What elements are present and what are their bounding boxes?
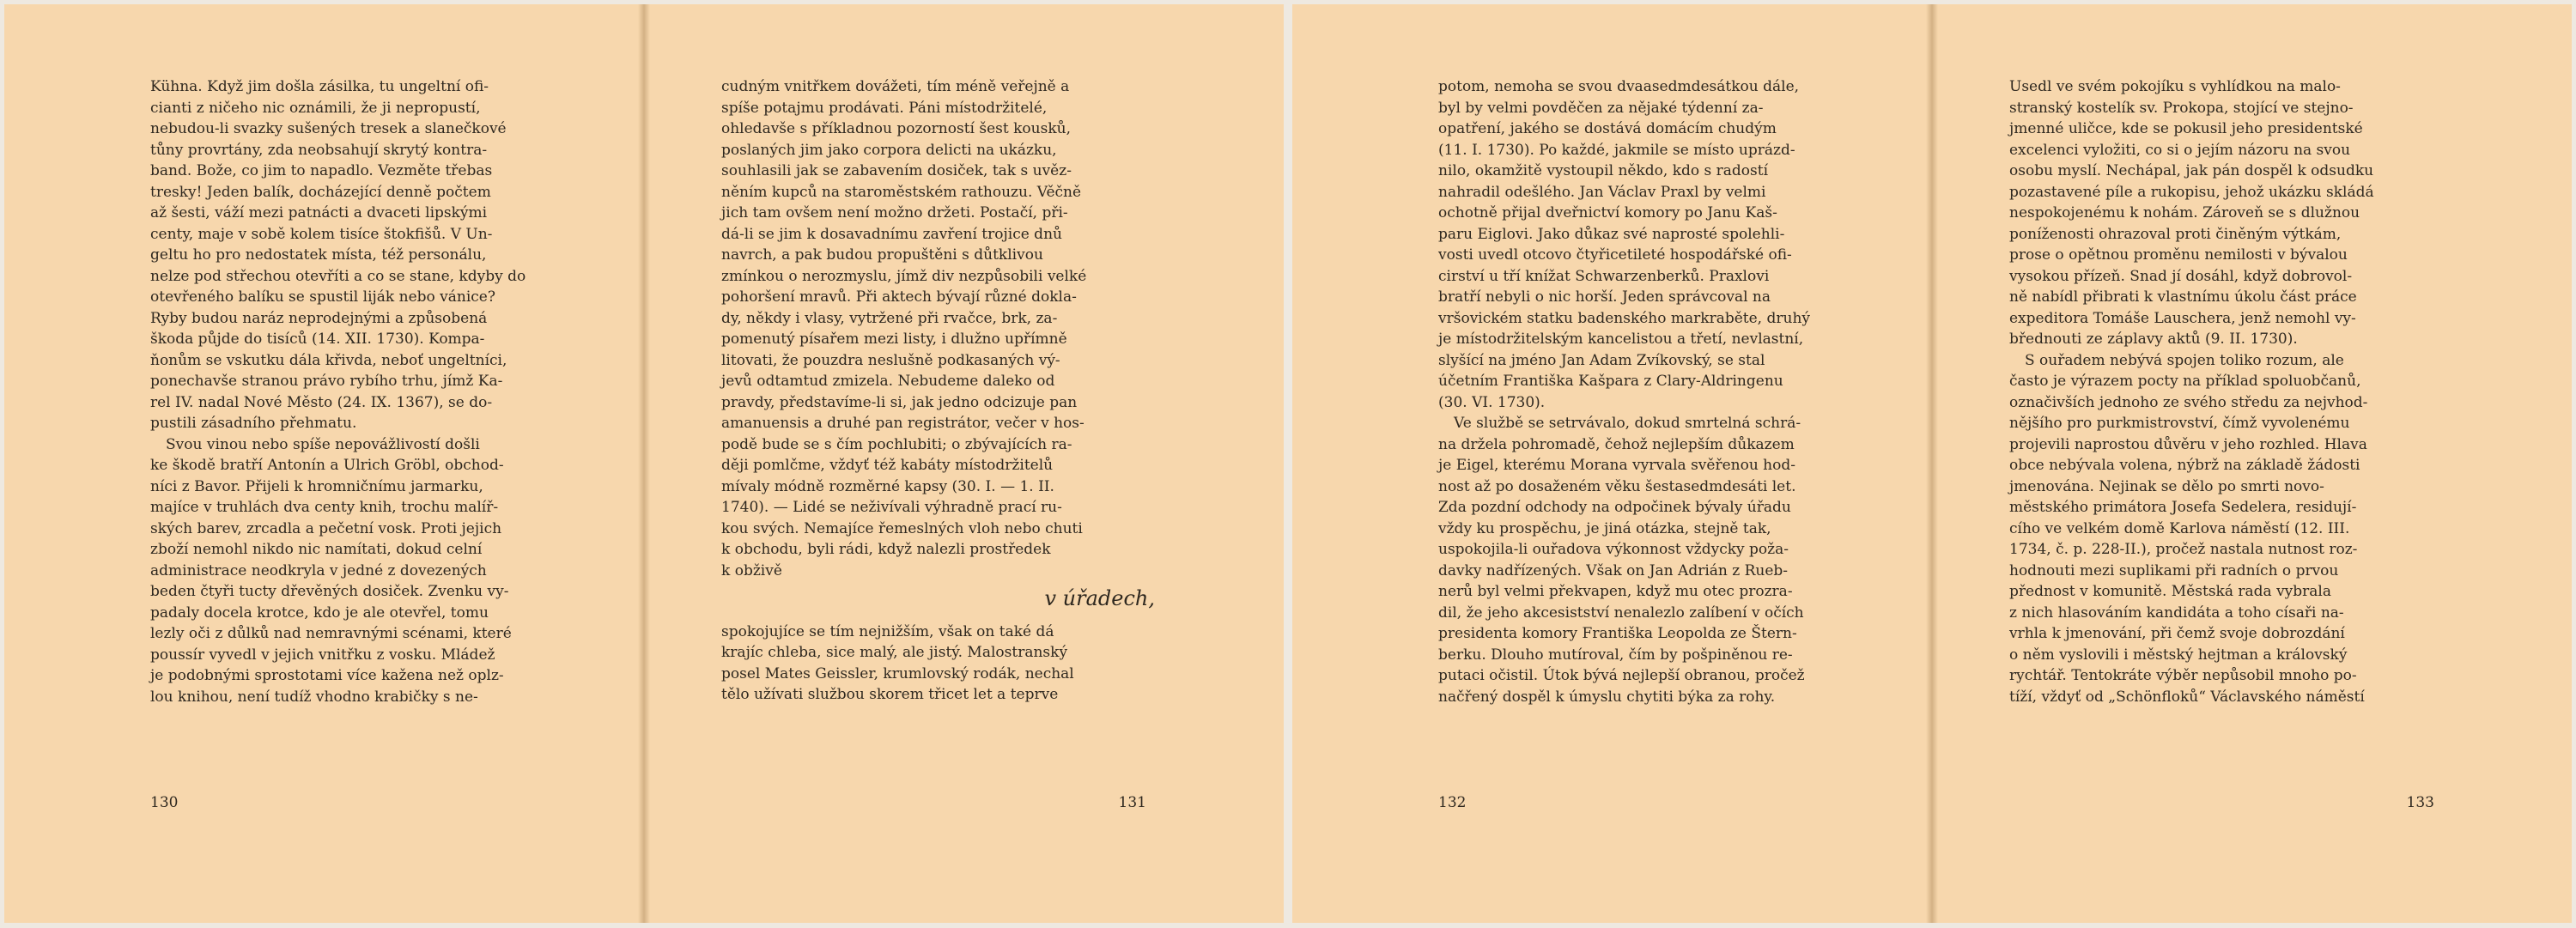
page-number: 132 [1438, 794, 1467, 811]
text-line: tůny provrtány, zda neobsahují skrytý kontra- [150, 141, 488, 159]
text-line: poníženosti ohrazoval proti činěným výtkám, [2009, 225, 2342, 243]
text-line: presidenta komory Františka Leopolda ze Štern- [1438, 625, 1797, 642]
text-line: pohoršení mravů. Při aktech bývají různé dokla- [721, 288, 1077, 306]
text-line: kou svých. Nemajíce řemeslných vloh nebo chuti [721, 519, 1083, 537]
section-heading: v úřadech, [1044, 586, 1155, 610]
text-line: vždy ku prospěchu, je jiná otázka, stejně tak, [1438, 519, 1771, 537]
text-line: tresky! Jeden balík, docházející denně počtem [150, 183, 491, 201]
text-line: nost až po dosaženém věku šestasedmdesáti let. [1438, 477, 1796, 495]
text-line: (30. VI. 1730). [1438, 393, 1546, 411]
text-line: dil, že jeho akcesistství nenalezlo zalíbení v očích [1438, 604, 1804, 622]
text-line: cianti z ničeho nic oznámili, že ji nepropustí, [150, 99, 481, 117]
text-line: spíše potajmu prodávati. Páni místodržitelé, [721, 99, 1048, 117]
text-line: ských barev, zrcadla a pečetní vosk. Proti jejich [150, 519, 502, 537]
text-line: škoda půjde do tisíců (14. XII. 1730). Kompa- [150, 331, 485, 348]
text-line: nahradil odešlého. Jan Václav Praxl by velmi [1438, 183, 1766, 201]
text-line: účetním Františka Kašpara z Clary-Aldringenu [1438, 373, 1783, 390]
text-line: něním kupců na staroměstském rathouzu. Věčně [721, 183, 1082, 201]
text-line: podě bude se s čím pochlubiti; o zbývajících ra- [721, 435, 1072, 453]
text-line: potom, nemoha se svou dvaasedmdesátkou dále, [1438, 78, 1800, 95]
text-line: administrace neodkryla v jedné z dovezených [150, 561, 487, 579]
right-spread [1292, 4, 2572, 923]
text-line: excelenci vyložiti, co si o jejím názoru na svou [2009, 141, 2351, 159]
text-line: nespokojenému k nohám. Zároveň se s dlužnou [2009, 204, 2360, 221]
text-line: cirství u tří knížat Schwarzenberků. Praxlovi [1438, 267, 1770, 285]
text-line: beden čtyři tucty dřevěných dosiček. Zvenku vy- [150, 583, 509, 600]
text-line: vršovickém statku badenského markraběte, druhý [1438, 309, 1810, 327]
text-line: ně nabídl přibrati k vlastnímu úkolu část práce [2009, 288, 2357, 306]
text-line: ochotně přijal dveřnictví komory po Janu Kaš- [1438, 204, 1777, 221]
text-line: mívaly módně rozměrné kapsy (30. I. — 1. II. [721, 477, 1054, 495]
text-line: je Eigel, kterému Morana vyrvala svěřenou hod- [1438, 457, 1795, 474]
text-line: (11. I. 1730). Po každé, jakmile se místo uprázd- [1438, 141, 1795, 159]
text-line: Zda pozdní odchody na odpočinek bývaly úřadu [1438, 499, 1791, 516]
text-line: zmínkou o nerozmyslu, jímž div nezpůsobili velké [721, 267, 1087, 285]
text-line: poussír vyvedl v jejich vnitřku z vosku. Mládež [150, 646, 495, 664]
text-line: Usedl ve svém pokojíku s vyhlídkou na malo- [2009, 78, 2341, 95]
text-line: stranský kostelík sv. Prokopa, stojící ve stejno- [2009, 99, 2354, 117]
text-line: nerů byl velmi překvapen, když mu otec prozra- [1438, 583, 1793, 600]
text-line: vysokou přízeň. Snad jí dosáhl, když dobrovol- [2009, 267, 2353, 285]
text-line: litovati, že pouzdra neslušně podkasaných vý- [721, 351, 1060, 369]
text-line: berku. Dlouho mutíroval, čím by pošpiněnou re- [1438, 646, 1793, 664]
text-line: na držela pohromadě, čehož nejlepším důkazem [1438, 435, 1795, 453]
page-130 [4, 4, 644, 923]
text-line: davky nadřízených. Však on Jan Adrián z Rueb- [1438, 561, 1789, 579]
text-line: je podobnými sprostotami více kažena než oplz- [150, 667, 504, 684]
text-line: městského primátora Josefa Sedelera, residují- [2009, 499, 2357, 516]
text-line: k obživě [721, 561, 782, 579]
text-line: Ryby budou naráz neprodejnými a způsobená [150, 309, 488, 327]
text-line: prose o opětnou proměnu nemilosti v bývalou [2009, 246, 2348, 264]
text-line: zboží nemohl nikdo nic namítati, dokud celní [150, 541, 483, 558]
text-line: až šesti, váží mezi patnácti a dvaceti lipskými [150, 204, 488, 221]
page-number: 133 [2406, 794, 2434, 811]
text-line: krajíc chleba, sice malý, ale jistý. Malostranský [721, 644, 1068, 661]
text-line: jich tam ovšem není možno držeti. Postačí, při- [721, 204, 1068, 221]
text-line: centy, maje v sobě kolem tisíce štokfišů. V Un- [150, 225, 493, 243]
page-131 [644, 4, 1284, 923]
text-line: pomenutý písařem mezi listy, i dlužno upřímně [721, 331, 1067, 348]
text-line: opatření, jakého se dostává domácím chudým [1438, 120, 1777, 137]
text-line: lou knihou, není tudíž vhodno krabičky s ne- [150, 688, 478, 706]
text-line: vosti uvedl otcovo čtyřicetileté hospodářské ofi- [1438, 246, 1792, 264]
text-line: vrhla k jmenování, při čemž svoje dobrozdání [2009, 625, 2345, 642]
text-line: z nich hlasováním kandidáta a toho císaři na- [2009, 604, 2344, 622]
text-line: S ouřadem nebývá spojen toliko rozum, ale [2025, 351, 2344, 369]
text-line: jmenována. Nejinak se dělo po smrti novo- [2009, 477, 2324, 495]
text-line: načřený dospěl k úmyslu chytiti býka za rohy. [1438, 688, 1776, 706]
text-line: často je výrazem pocty na příklad spoluobčanů, [2009, 373, 2361, 390]
text-line: pravdy, představíme-li si, jak jedno odcizuje pan [721, 393, 1078, 411]
page-number: 131 [1118, 794, 1146, 811]
page-132 [1292, 4, 1932, 923]
text-line: ohledavše s příkladnou pozorností šest kousků, [721, 120, 1071, 137]
text-line: Ve službě se setrvávalo, dokud smrtelná schrá- [1454, 415, 1801, 432]
text-line: ponechavše stranou právo rybího trhu, jímž Ka- [150, 373, 503, 390]
text-line: posel Mates Geissler, krumlovský rodák, nechal [721, 664, 1074, 682]
text-line: dy, někdy i vlasy, vytržené při rvačce, brk, za- [721, 309, 1058, 327]
text-line: rel IV. nadal Nové Město (24. IX. 1367), se do- [150, 393, 493, 411]
text-line: tělo užívati službou skorem třicet let a teprve [721, 686, 1059, 703]
text-line: geltu ho pro nedostatek místa, též personálu, [150, 246, 487, 264]
text-line: jmenné uličce, kde se pokusil jeho presidentské [2009, 120, 2363, 137]
text-line: 1740). — Lidé se neživívali výhradně prací ru- [721, 499, 1062, 516]
text-line: poslaných jim jako corpora delicti na ukázku, [721, 141, 1057, 159]
page-number: 130 [150, 794, 179, 811]
text-line: bratří nebyli o nic horší. Jeden správcoval na [1438, 288, 1771, 306]
text-line: uspokojila-li ouřadova výkonnost vždycky poža- [1438, 541, 1789, 558]
left-spread [4, 4, 1284, 923]
text-line: Svou vinou nebo spíše nepovážlivostí došli [166, 435, 480, 453]
text-line: nebudou-li svazky sušených tresek a slanečkové [150, 120, 507, 137]
text-line: majíce v truhlách dva centy knih, trochu malíř- [150, 499, 499, 516]
text-line: tíží, vždyť od „Schönfloků“ Václavského náměstí [2009, 688, 2365, 706]
text-line: označivších jednoho ze svého středu za nejvhod- [2009, 393, 2368, 411]
text-line: dá-li se jim k dosavadnímu zavření trojice dnů [721, 225, 1062, 243]
text-line: putaci očistil. Útok bývá nejlepší obranou, pročež [1438, 667, 1805, 684]
text-line: ňonům se vskutku dála křivda, neboť ungeltníci, [150, 351, 507, 369]
text-line: ke škodě bratří Antonín a Ulrich Gröbl, obchod- [150, 457, 504, 474]
text-line: band. Bože, co jim to napadlo. Vezměte třebas [150, 162, 493, 179]
text-line: jevů odtamtud zmizela. Nebudeme daleko od [721, 373, 1055, 390]
page-133 [1932, 4, 2572, 923]
text-line: břednouti ze záplavy aktů (9. II. 1730). [2009, 331, 2298, 348]
page-132-text [1438, 76, 1872, 707]
page-130-text [150, 76, 584, 707]
text-line: nějšího pro purkmistrovství, čímž vyvolenému [2009, 415, 2350, 432]
text-line: padaly docela krotce, kdo je ale otevřel, tomu [150, 604, 489, 622]
text-line: nilo, okamžitě vystoupil někdo, kdo s radostí [1438, 162, 1769, 179]
text-line: nelze pod střechou otevříti a co se stane, kdyby do [150, 267, 526, 285]
text-line: expeditora Tomáše Lauschera, jenž nemohl vy- [2009, 309, 2356, 327]
text-line: obce nebývala volena, nýbrž na základě žádosti [2009, 457, 2360, 474]
text-line: amanuensis a druhé pan registrátor, večer v hos- [721, 415, 1084, 432]
text-line: je místodržitelským kancelistou a třetí, nevlastní, [1438, 331, 1804, 348]
text-line: 1734, č. p. 228-II.), pročež nastala nutnost roz- [2009, 541, 2358, 558]
text-line: Kühna. Když jim došla zásilka, tu ungeltní ofi- [150, 78, 489, 95]
text-line: rychtář. Tentokráte výběr nepůsobil mnoho po- [2009, 667, 2357, 684]
text-line: slyšící na jméno Jan Adam Zvíkovský, se stal [1438, 351, 1765, 369]
text-line: osobu myslí. Nechápal, jak pán dospěl k odsudku [2009, 162, 2374, 179]
text-line: pustili zásadního přehmatu. [150, 415, 357, 432]
text-line: navrch, a pak budou propuštěni s důtklivou [721, 246, 1043, 264]
text-line: o něm vyslovili i městský hejtman a královský [2009, 646, 2348, 664]
text-line: pozastavené píle a rukopisu, jehož ukázku skládá [2009, 183, 2374, 201]
text-line: níci z Bavor. Přijeli k hromničnímu jarmarku, [150, 477, 483, 495]
text-line: lezly oči z důlků nad nemravnými scénami, které [150, 625, 512, 642]
text-line: k obchodu, byli rádi, když nalezli prostředek [721, 541, 1051, 558]
text-line: hodnouti mezi suplikami při radních o prvou [2009, 561, 2339, 579]
text-line: přednost v komunitě. Městská rada vybrala [2009, 583, 2331, 600]
page-131-text [721, 76, 1155, 706]
text-line: byl by velmi povděčen za nějaké týdenní za- [1438, 99, 1764, 117]
text-line: paru Eiglovi. Jako důkaz své naprosté spolehli- [1438, 225, 1785, 243]
page-133-text [2009, 76, 2443, 707]
text-line: otevřeného balíku se spustil liják nebo vánice? [150, 288, 495, 306]
text-line: souhlasili jak se zabavením dosiček, tak s uvěz- [721, 162, 1072, 179]
text-line: projevili naprostou důvěru v jeho rozhled. Hlava [2009, 435, 2367, 453]
text-line: cudným vnitřkem dovážeti, tím méně veřejně a [721, 78, 1070, 95]
text-line: cího ve velkém domě Karlova náměstí (12. III. [2009, 519, 2350, 537]
text-line: ději pomlčme, vždyť též kabáty místodržitelů [721, 457, 1054, 474]
text-line: spokojujíce se tím nejnižším, však on také dá [721, 622, 1054, 640]
